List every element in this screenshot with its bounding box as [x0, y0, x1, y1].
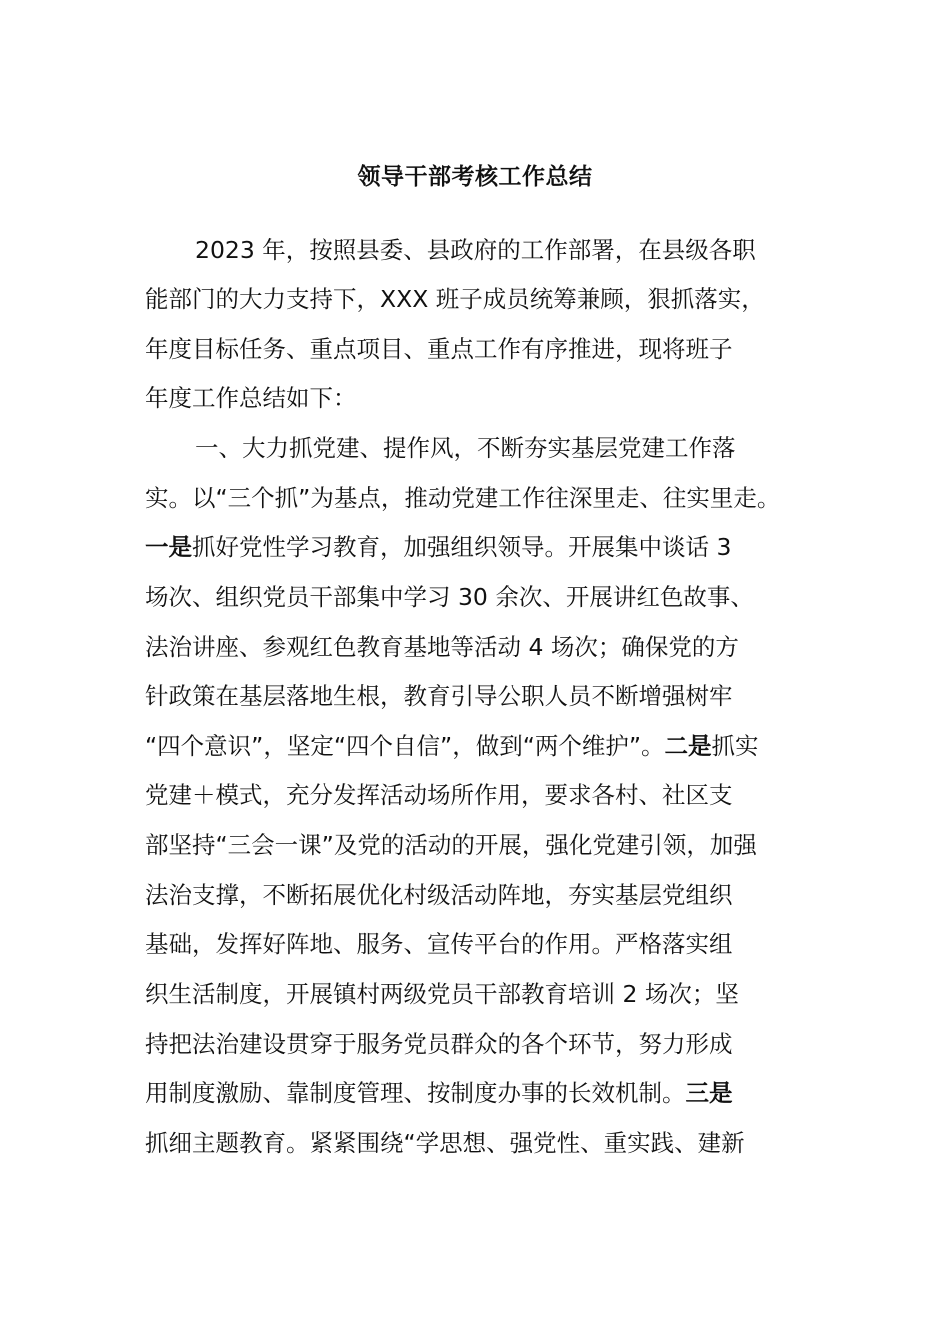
- paragraph-line: [195, 430, 736, 466]
- paragraph-line: [145, 678, 733, 714]
- text-run: 基础，发挥好阵地、服务、宣传平台的作用。严格落实组: [145, 930, 733, 958]
- paragraph-line: [145, 1075, 733, 1111]
- paragraph-line: [145, 976, 739, 1012]
- paragraph-line: [195, 232, 756, 268]
- text-run: 持把法治建设贯穿于服务党员群众的各个环节，努力形成: [145, 1030, 733, 1058]
- bold-marker: 一是: [145, 533, 192, 561]
- text-run: 年度工作总结如下：: [145, 384, 357, 412]
- bold-marker: 二是: [664, 732, 712, 760]
- text-run: 法治讲座、参观红色教育基地等活动 4 场次；确保党的方: [145, 633, 739, 661]
- paragraph-line: [145, 529, 731, 565]
- paragraph-line: [145, 629, 739, 665]
- paragraph-line: [145, 579, 754, 615]
- paragraph-line: [145, 331, 733, 367]
- text-run: 部坚持“三会一课”及党的活动的开展，强化党建引领，加强: [145, 831, 757, 859]
- paragraph-line: [145, 877, 733, 913]
- text-run: 织生活制度，开展镇村两级党员干部教育培训 2 场次；坚: [145, 980, 739, 1008]
- text-run: 党建＋模式，充分发挥活动场所作用，要求各村、社区支: [145, 781, 733, 809]
- section-heading-text: 一、大力抓党建、提作风，不断夯实基层党建工作落: [195, 434, 736, 462]
- text-run: 年度目标任务、重点项目、重点工作有序推进，现将班子: [145, 335, 733, 363]
- paragraph-line: [145, 728, 759, 764]
- paragraph-line: [145, 777, 733, 813]
- paragraph-line: [145, 1026, 733, 1062]
- text-run: 抓细主题教育。紧紧围绕“学思想、强党性、重实践、建新: [145, 1129, 745, 1157]
- text-run: 用制度激励、靠制度管理、按制度办事的长效机制。: [145, 1079, 686, 1107]
- text-run: 能部门的大力支持下，XXX 班子成员统筹兼顾，狠抓落实，: [145, 285, 765, 313]
- text-run: 场次、组织党员干部集中学习 30 余次、开展讲红色故事、: [145, 583, 754, 611]
- text-run: 抓实: [711, 732, 759, 760]
- text-run: 法治支撑，不断拓展优化村级活动阵地，夯实基层党组织: [145, 881, 733, 909]
- text-run: 实。以“三个抓”为基点，推动党建工作往深里走、往实里走。: [145, 484, 781, 512]
- document-title: 领导干部考核工作总结: [357, 164, 593, 190]
- bold-marker: 三是: [685, 1079, 733, 1107]
- paragraph-line: [145, 380, 357, 416]
- text-run: “四个意识”，坚定“四个自信”，做到“两个维护”。: [145, 732, 665, 760]
- paragraph-line: [145, 827, 757, 863]
- paragraph-line: [145, 1125, 745, 1161]
- text-run: 抓好党性学习教育，加强组织领导。开展集中谈话 3: [192, 533, 732, 561]
- paragraph-line: [145, 281, 765, 317]
- text-run: 针政策在基层落地生根，教育引导公职人员不断增强树牢: [145, 682, 733, 710]
- paragraph-line: [145, 926, 733, 962]
- text-run: 2023 年，按照县委、县政府的工作部署，在县级各职: [195, 236, 756, 264]
- paragraph-line: [145, 480, 780, 516]
